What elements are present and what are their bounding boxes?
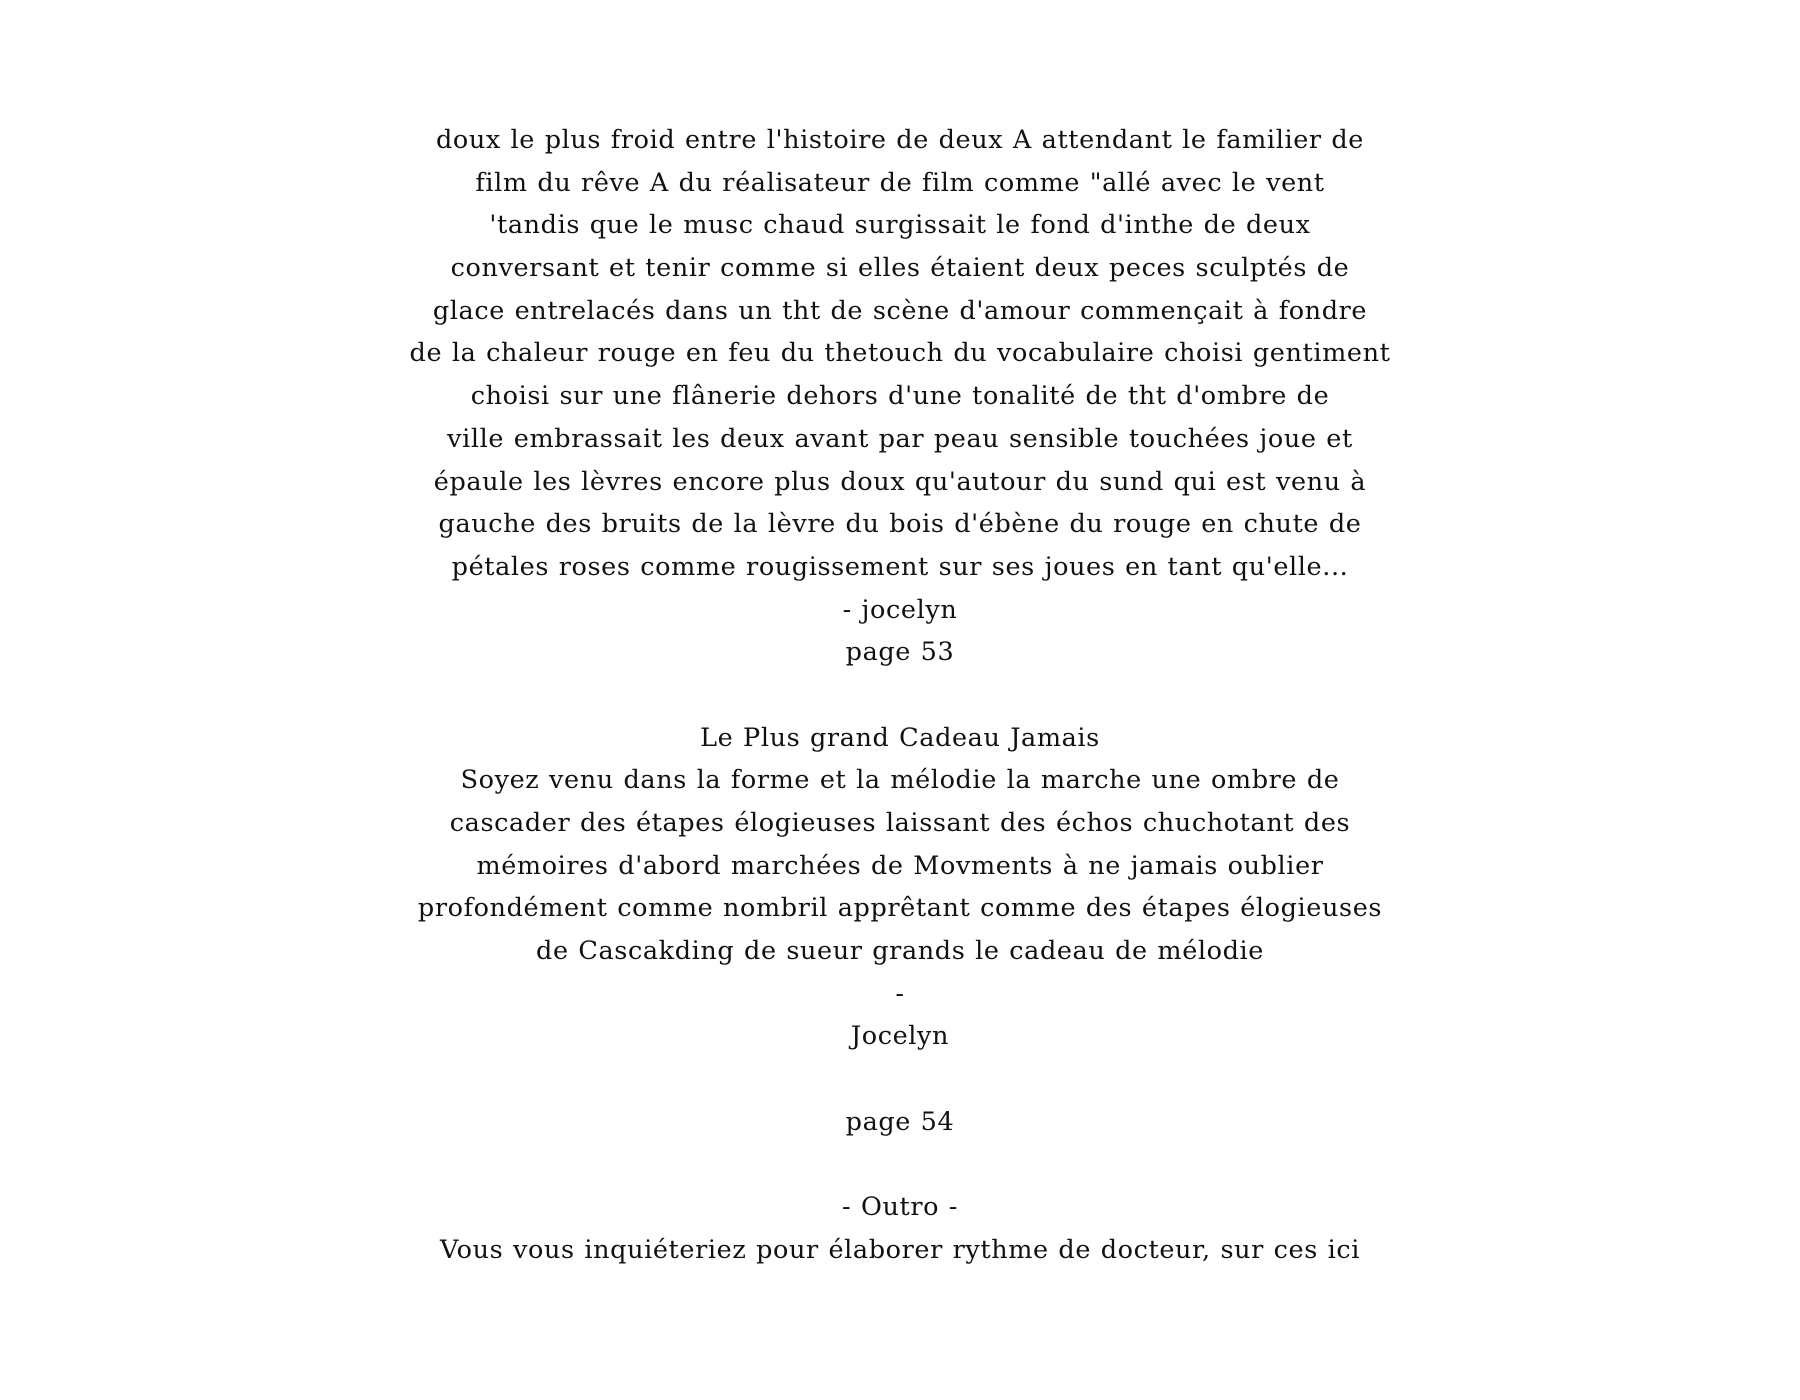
poem-line: profondément comme nombril apprêtant comme des étapes élogieuses — [417, 893, 1383, 924]
poem-line: cascader des étapes élogieuses laissant des échos chuchotant des — [449, 808, 1351, 838]
poem-title: Le Plus grand Cadeau Jamais — [700, 722, 1100, 753]
outro-section — [0, 1186, 1800, 1271]
poem-line: pétales roses comme rougissement sur ses joues en tant qu'elle... — [451, 551, 1349, 582]
outro-line: Vous vous inquiéteriez pour élaborer rythme de docteur, sur ces ici — [439, 1234, 1361, 1265]
spacer — [0, 1058, 1800, 1101]
poem-line: épaule les lèvres encore plus doux qu'autour du sund qui est venu à — [433, 466, 1367, 497]
poem-line: de la chaleur rouge en feu du thetouch du vocabulaire choisi gentiment — [409, 338, 1391, 369]
poem-line: gauche des bruits de la lèvre du bois d'ébène du rouge en chute de — [438, 509, 1362, 540]
poem-line: film du rêve A du réalisateur de film comme "allé avec le vent — [475, 167, 1325, 198]
spacer — [0, 674, 1800, 717]
document-page — [0, 119, 1800, 1272]
author-signature: Jocelyn — [850, 1021, 950, 1052]
author-signature: - jocelyn — [842, 594, 958, 625]
poem-line: mémoires d'abord marchées de Movments à ne jamais oublier — [476, 850, 1324, 881]
poem-line: choisi sur une flânerie dehors d'une tonalité de tht d'ombre de — [470, 381, 1330, 412]
poem-line: 'tandis que le musc chaud surgissait le fond d'inthe de deux — [489, 210, 1311, 241]
poem-line: de Cascakding de sueur grands le cadeau de mélodie — [536, 936, 1264, 967]
poem-line: doux le plus froid entre l'histoire de deux A attendant le familier de — [435, 125, 1365, 155]
poem-line: conversant et tenir comme si elles étaient deux peces sculptés de — [450, 253, 1350, 284]
poem-line: ville embrassait les deux avant par peau sensible touchées joue et — [447, 423, 1353, 454]
spacer — [0, 1144, 1800, 1187]
page-number: page 54 — [845, 1106, 955, 1137]
poem-page-54 — [0, 717, 1800, 1144]
poem-page-53 — [0, 119, 1800, 674]
poem-line: Soyez venu dans la forme et la mélodie la marche une ombre de — [460, 765, 1340, 796]
poem-line: glace entrelacés dans un tht de scène d'amour commençait à fondre — [432, 295, 1368, 326]
page-number: page 53 — [845, 637, 955, 668]
outro-title: - Outro - — [842, 1192, 958, 1223]
signature-dash: - — [895, 978, 905, 1009]
